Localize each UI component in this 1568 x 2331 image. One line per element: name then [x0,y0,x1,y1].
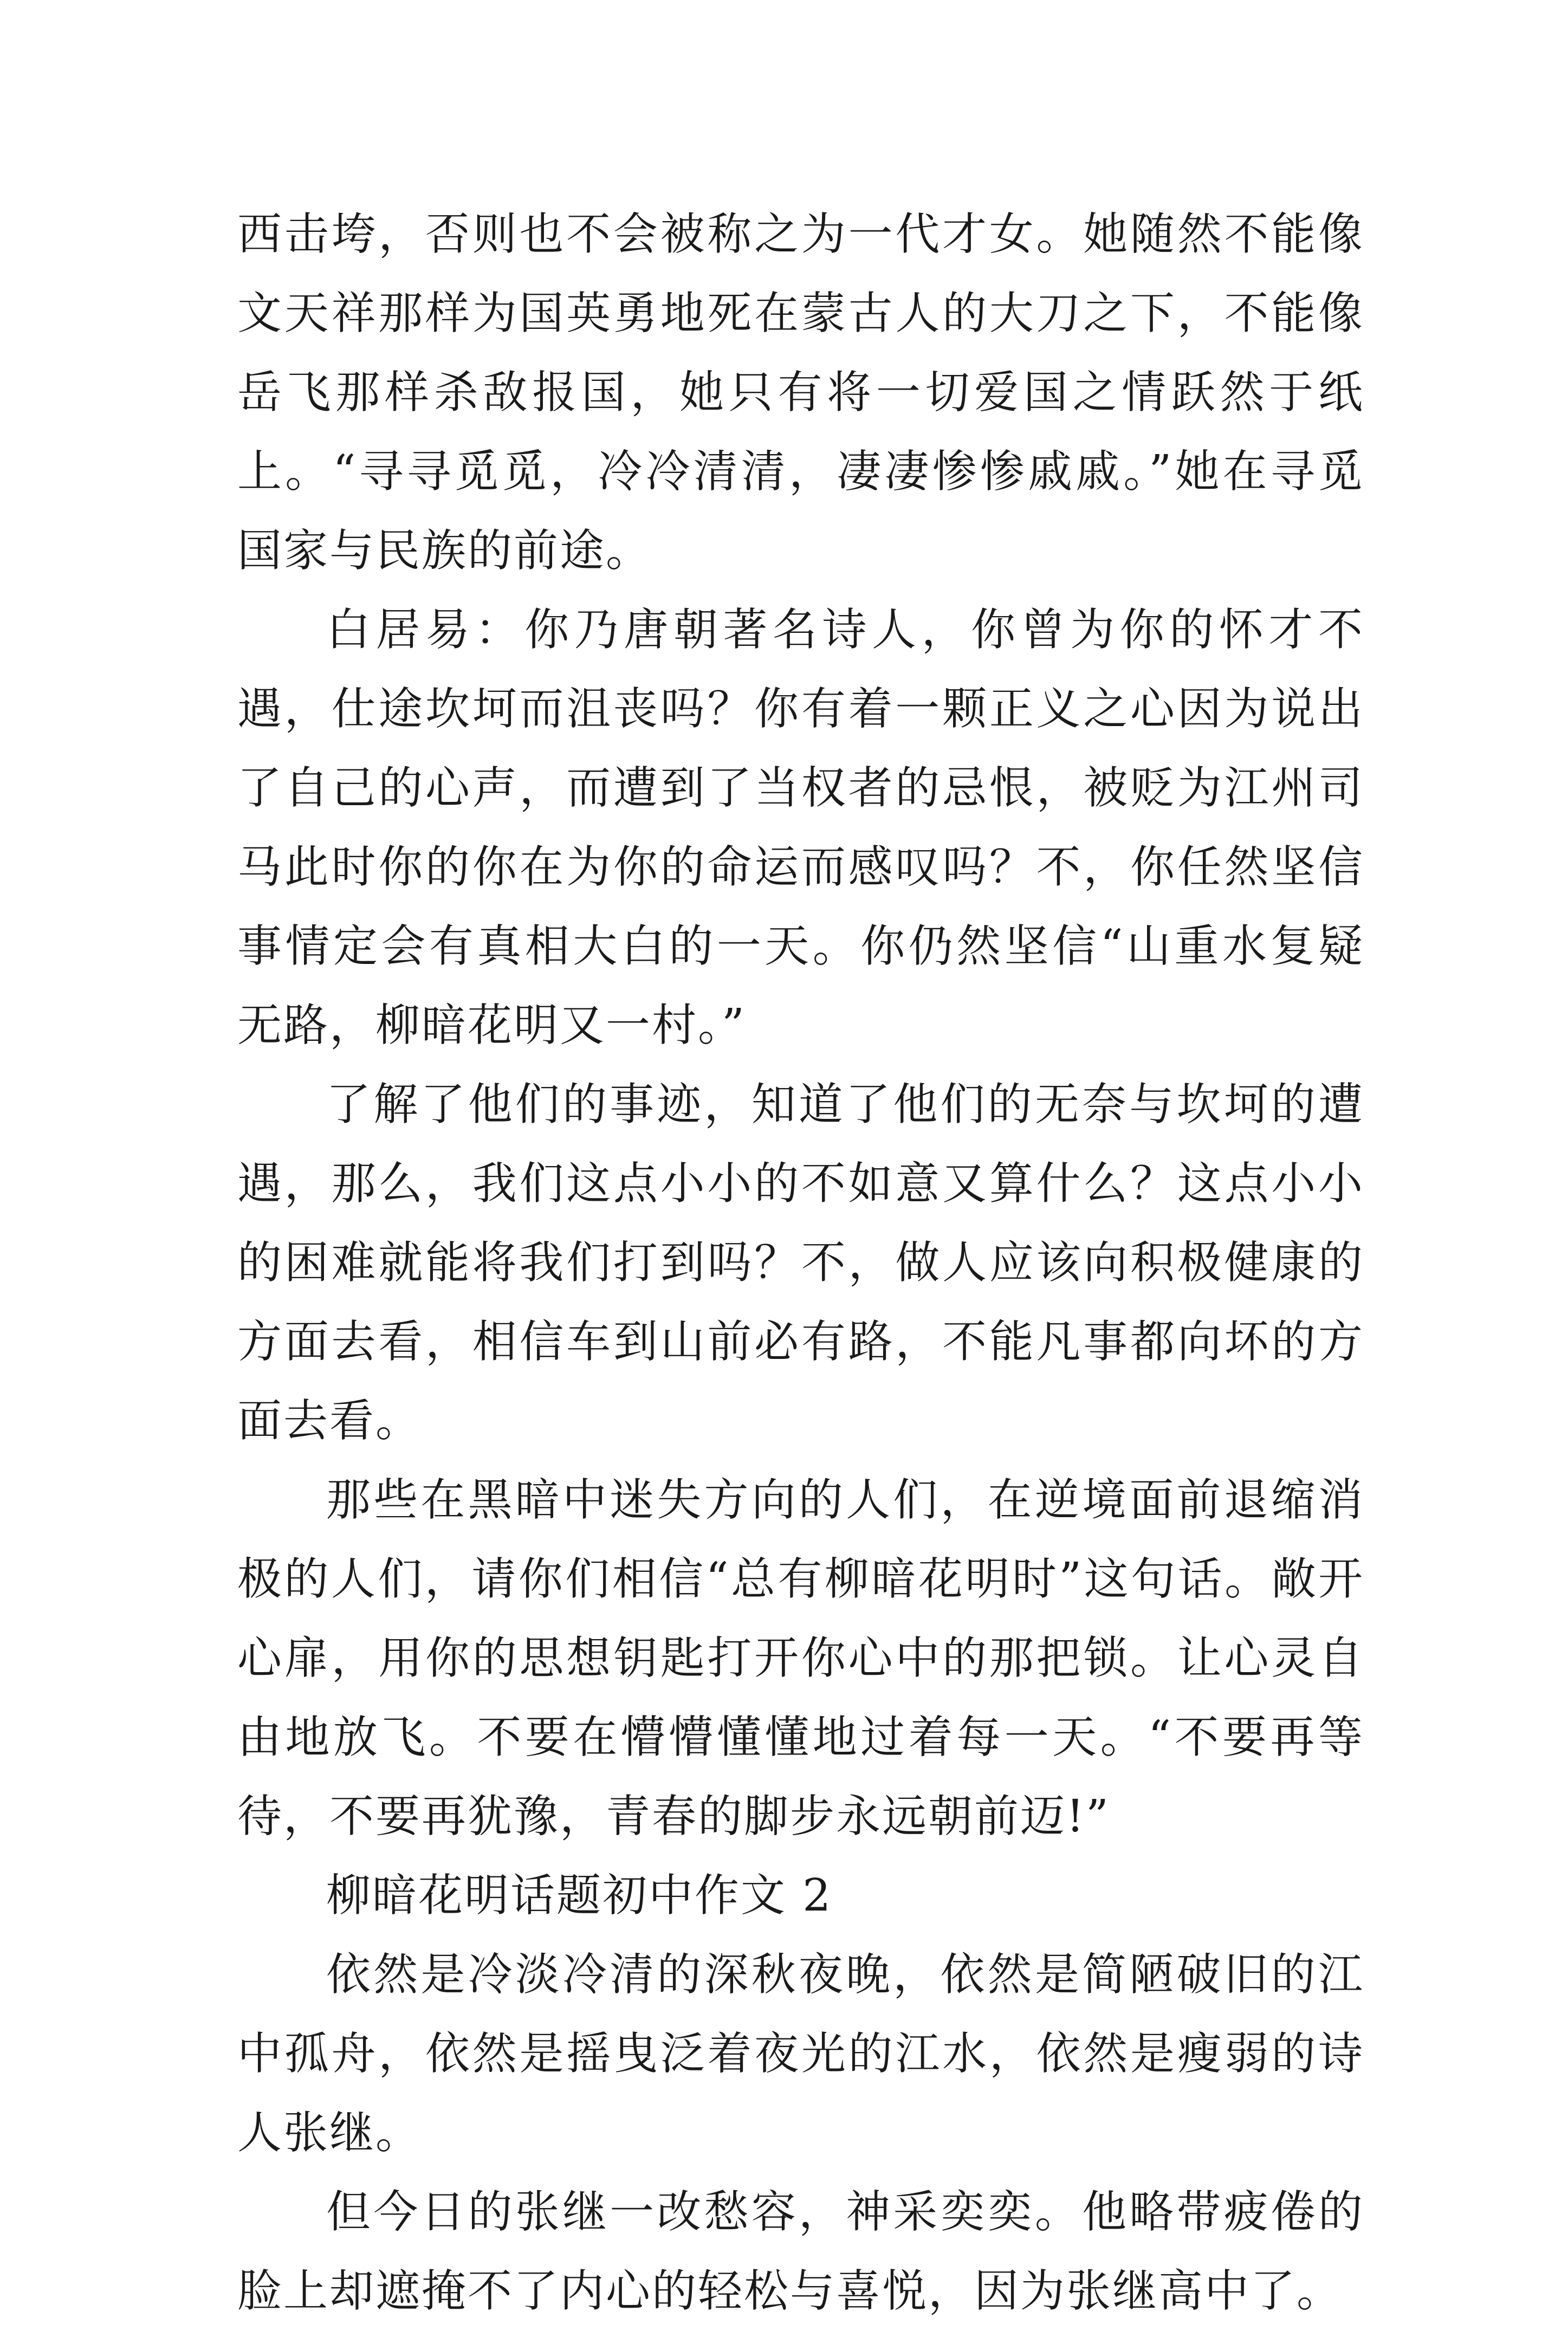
paragraph-zhang-ji: 但今日的张继一改愁容，神采奕奕。他略带疲倦的脸上却遮掩不了内心的轻松与喜悦，因为张继高中了。 [237,2186,1364,2317]
body-text [237,195,1364,2331]
essay-heading: 柳暗花明话题初中作文 2 [326,1870,833,1921]
paragraph-bai-juyi: 白居易：你乃唐朝著名诗人，你曾为你的怀才不遇，仕途坎坷而沮丧吗？你有着一颗正义之心因为说出了自己的心声，而遭到了当权者的忌恨，被贬为江州司马此时你的你在为你的命运而感叹吗？不，你任然坚信事情定会有真相大白的一天。你仍然坚信“山重水复疑无路，柳暗花明又一村。” [237,604,1364,1051]
paragraph-reflection: 了解了他们的事迹，知道了他们的无奈与坎坷的遭遇，那么，我们这点小小的不如意又算什么？这点小小的困难就能将我们打到吗？不，做人应该向积极健康的方面去看，相信车到山前必有路，不能凡事都向坏的方面去看。 [237,1079,1364,1447]
paragraph-night-scene: 依然是冷淡冷清的深秋夜晚，依然是简陋破旧的江中孤舟，依然是摇曳泛着夜光的江水，依然是瘦弱的诗人张继。 [237,1949,1364,2159]
paragraph-continuation: 西击垮，否则也不会被称之为一代才女。她随然不能像文天祥那样为国英勇地死在蒙古人的大刀之下，不能像岳飞那样杀敌报国，她只有将一切爱国之情跃然于纸上。“寻寻觅觅，冷冷清清，凄凄惨惨戚戚。”她在寻觅国家与民族的前途。 [237,209,1364,577]
paragraph-appeal: 那些在黑暗中迷失方向的人们，在逆境面前退缩消极的人们，请你们相信“总有柳暗花明时”这句话。敞开心扉，用你的思想钥匙打开你心中的那把锁。让心灵自由地放飞。不要在懵懵懂懂地过着每一天。“不要再等待，不要再犹豫，青春的脚步永远朝前迈!” [237,1474,1364,1842]
